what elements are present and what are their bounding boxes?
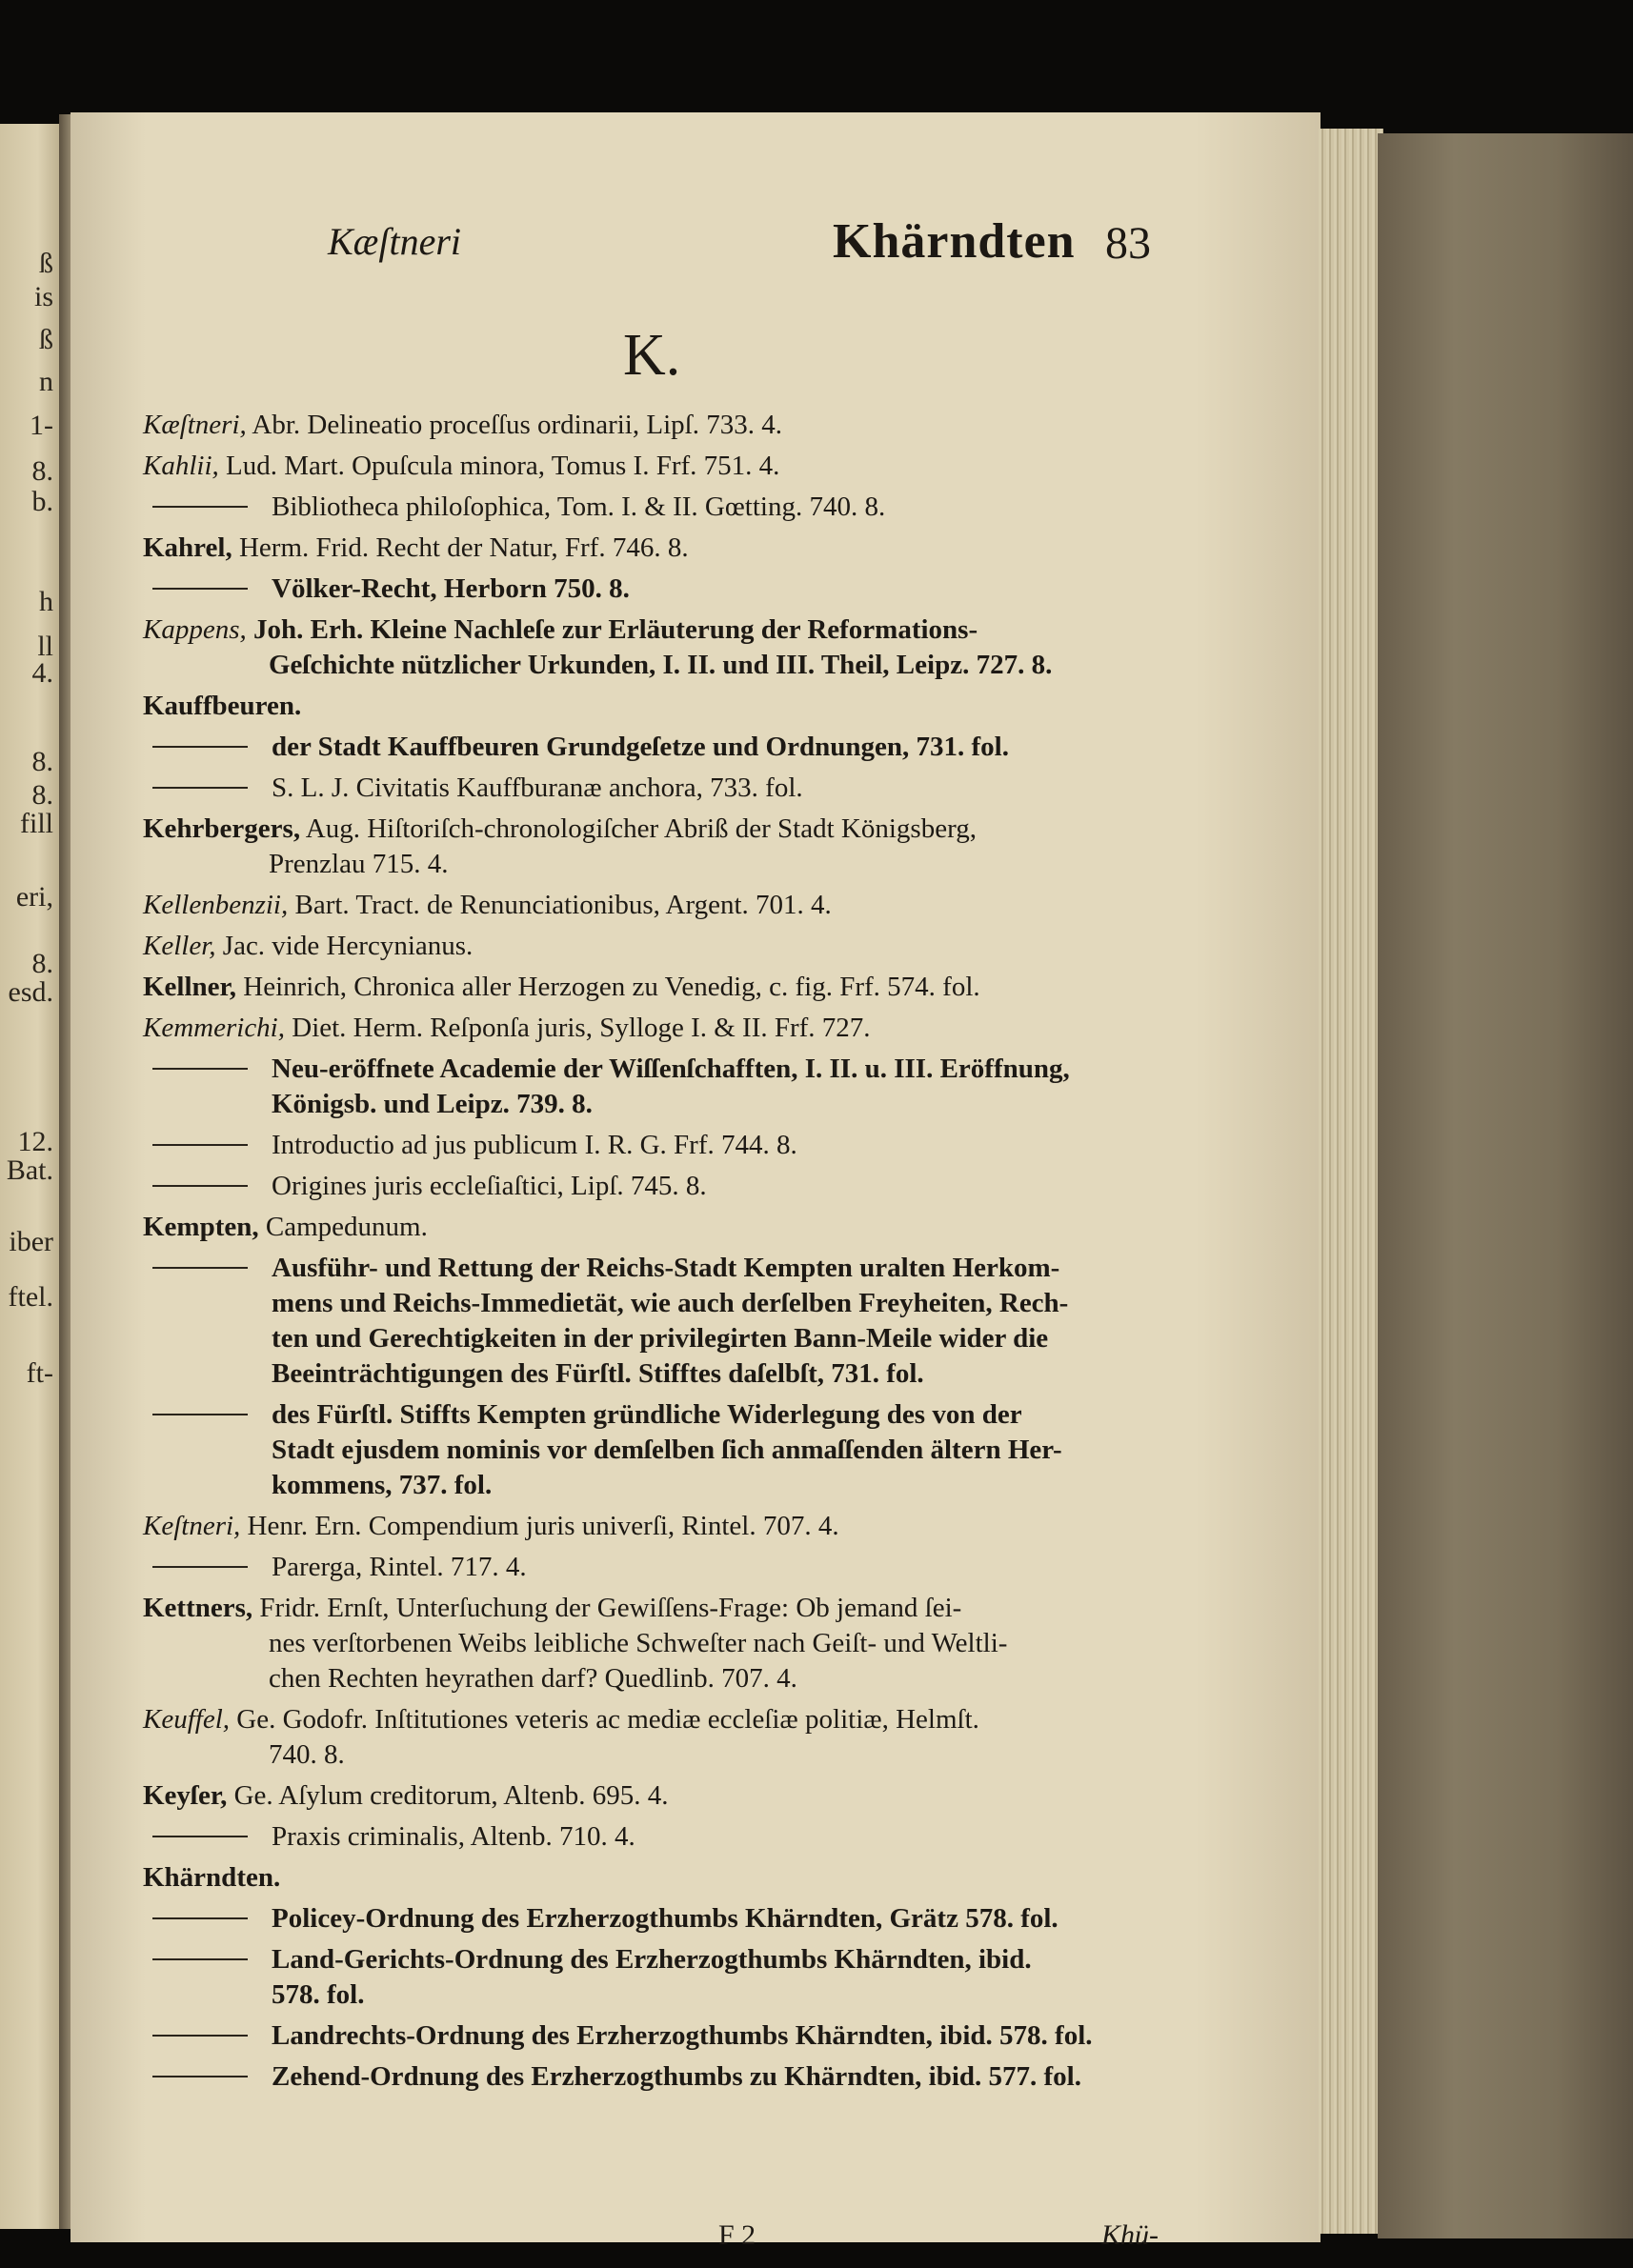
- entry-text: Parerga, Rintel. 717. 4.: [272, 1552, 527, 1582]
- entry-text: kommens, 737. fol.: [272, 1470, 493, 1500]
- entry-line: [272, 1397, 1191, 1433]
- entry-line: [272, 490, 1191, 525]
- facing-page-text-fragment: fill: [20, 808, 53, 839]
- sub-entry: [143, 1251, 1191, 1392]
- entry-line: [272, 2018, 1191, 2054]
- facing-page-text-fragment: 8.: [31, 948, 53, 979]
- ditto-dash: [152, 1144, 248, 1146]
- section-letter: K.: [623, 323, 681, 388]
- ditto-dash: [152, 2076, 248, 2077]
- entry-text: Origines juris eccleſiaſtici, Lipſ. 745. 8.: [272, 1171, 707, 1201]
- entry-line: [143, 1702, 1191, 1737]
- facing-page-text-fragment: n: [39, 366, 53, 397]
- entry-line: [143, 1011, 1191, 1046]
- entry-line: [143, 449, 1191, 484]
- entry-headword: Keuffel,: [143, 1704, 231, 1735]
- entry-text: Neu-eröffnete Academie der Wiſſenſchafften, I. II. u. III. Eröffnung,: [272, 1054, 1070, 1084]
- facing-page-text-fragment: h: [39, 586, 53, 617]
- entry-headword: Kappens,: [143, 614, 247, 645]
- sub-entry: [143, 490, 1191, 525]
- sub-entry: [143, 1052, 1191, 1122]
- entry-text: Joh. Erh. Kleine Nachleſe zur Erläuterung der Reformations-: [253, 614, 978, 645]
- catalog-entry: [143, 929, 1191, 964]
- entry-line: [143, 1509, 1191, 1544]
- entry-text: Policey-Ordnung des Erzherzogthumbs Khärndten, Grätz 578. fol.: [272, 1903, 1058, 1934]
- entry-line: [143, 648, 1191, 683]
- entry-text: Diet. Herm. Reſponſa juris, Sylloge I. & II. Frf. 727.: [292, 1013, 871, 1043]
- entry-text: nes verſtorbenen Weibs leibliche Schweſter nach Geiſt- und Weltli-: [269, 1628, 1008, 1658]
- ditto-dash: [152, 1414, 248, 1415]
- entry-text: Bibliotheca philoſophica, Tom. I. & II. Gœtting. 740. 8.: [272, 492, 886, 522]
- entry-text: Königsb. und Leipz. 739. 8.: [272, 1089, 593, 1119]
- entry-line: [143, 1661, 1191, 1696]
- entry-headword: Kempten,: [143, 1212, 259, 1242]
- catalog-entry: [143, 531, 1191, 566]
- bibliography-entries: [143, 408, 1191, 2100]
- entry-line: [272, 1286, 1191, 1321]
- entry-text: Stadt ejusdem nominis vor demſelben ſich anmaſſenden ältern Her-: [272, 1435, 1062, 1465]
- ditto-dash: [152, 1958, 248, 1960]
- entry-line: [272, 1550, 1191, 1585]
- catchword: Khü-: [1101, 2219, 1159, 2251]
- ditto-dash: [152, 588, 248, 590]
- facing-page-text-fragment: 8.: [31, 746, 53, 777]
- catalog-entry: [143, 812, 1191, 882]
- ditto-dash: [152, 1185, 248, 1187]
- entry-line: [272, 1901, 1191, 1937]
- entry-line: [143, 812, 1191, 847]
- catalog-entry: [143, 1210, 1191, 1245]
- entry-text: Ge. Aſylum creditorum, Altenb. 695. 4.: [233, 1780, 669, 1811]
- entry-text: Fridr. Ernſt, Unterſuchung der Gewiſſens-Frage: Ob jemand ſei-: [259, 1593, 962, 1623]
- facing-page-text-fragment: eri,: [15, 881, 53, 913]
- entry-text: Prenzlau 715. 4.: [269, 849, 449, 879]
- entry-line: [272, 1052, 1191, 1087]
- entry-headword: Kahrel,: [143, 532, 232, 563]
- printer-signature: F 2: [718, 2219, 756, 2251]
- facing-page-text-fragment: 8.: [31, 779, 53, 811]
- facing-page-text-fragment: ß: [39, 248, 53, 279]
- entry-text: Campedunum.: [265, 1212, 428, 1242]
- entry-text: Beeinträchtigungen des Fürſtl. Stifftes daſelbſt, 731. fol.: [272, 1358, 924, 1389]
- entry-text: chen Rechten heyrathen darf? Quedlinb. 707. 4.: [269, 1663, 797, 1694]
- facing-page-text-fragment: Bat.: [6, 1154, 53, 1186]
- catalog-entry: [143, 1011, 1191, 1046]
- entry-text: Jac. vide Hercynianus.: [222, 931, 474, 961]
- entry-line: [272, 1819, 1191, 1855]
- facing-page-text-fragment: ft-: [26, 1357, 53, 1389]
- sub-entry: [143, 730, 1191, 765]
- entry-text: Ausführ- und Rettung der Reichs-Stadt Kempten uralten Herkom-: [272, 1253, 1060, 1283]
- sub-entry: [143, 1169, 1191, 1204]
- entry-headword: Kellenbenzii,: [143, 890, 289, 920]
- ditto-dash: [152, 506, 248, 508]
- entry-line: [272, 730, 1191, 765]
- entry-line: [143, 612, 1191, 648]
- facing-page-text-fragment: iber: [9, 1226, 53, 1257]
- entry-headword: Kauffbeuren.: [143, 691, 302, 721]
- entry-line: [272, 2059, 1191, 2095]
- entry-headword: Kellner,: [143, 972, 237, 1002]
- facing-page-text-fragment: 8.: [31, 455, 53, 487]
- facing-page-text-fragment: is: [33, 281, 53, 312]
- entry-line: [272, 771, 1191, 806]
- ditto-dash: [152, 1566, 248, 1568]
- entry-line: [143, 689, 1191, 724]
- facing-page-edge: [0, 124, 63, 2229]
- entry-line: [272, 1321, 1191, 1356]
- entry-text: Henr. Ern. Compendium juris univerſi, Rintel. 707. 4.: [247, 1511, 839, 1541]
- entry-line: [143, 1626, 1191, 1661]
- entry-line: [143, 1591, 1191, 1626]
- sub-entry: [143, 1819, 1191, 1855]
- catalog-entry: [143, 1591, 1191, 1696]
- entry-line: [143, 1737, 1191, 1773]
- entry-text: Introductio ad jus publicum I. R. G. Frf. 744. 8.: [272, 1130, 797, 1160]
- entry-line: [143, 847, 1191, 882]
- entry-text: Praxis criminalis, Altenb. 710. 4.: [272, 1821, 635, 1852]
- facing-page-text-fragment: 12.: [17, 1126, 53, 1157]
- entry-text: S. L. J. Civitatis Kauffburanæ anchora, 733. fol.: [272, 773, 803, 803]
- facing-page-text-fragment: ß: [39, 324, 53, 355]
- catalog-entry: [143, 970, 1191, 1005]
- facing-page-text-fragment: 1-: [30, 410, 53, 441]
- catalog-entry: [143, 449, 1191, 484]
- catalog-entry: [143, 888, 1191, 923]
- facing-page-text-fragment: ftel.: [8, 1281, 53, 1313]
- entry-text: Ge. Godofr. Inſtitutiones veteris ac mediæ eccleſiæ politiæ, Helmſt.: [236, 1704, 979, 1735]
- ditto-dash: [152, 1917, 248, 1919]
- entry-line: [272, 1087, 1191, 1122]
- entry-line: [272, 1433, 1191, 1468]
- entry-headword: Kemmerichi,: [143, 1013, 285, 1043]
- sub-entry: [143, 1942, 1191, 2013]
- catalog-entry: [143, 1509, 1191, 1544]
- entry-line: [143, 1860, 1191, 1896]
- entry-text: Herm. Frid. Recht der Natur, Frf. 746. 8.: [238, 532, 689, 563]
- entry-line: [272, 1128, 1191, 1163]
- book-cover-board: [1378, 133, 1633, 2238]
- ditto-dash: [152, 746, 248, 748]
- entry-text: Heinrich, Chronica aller Herzogen zu Venedig, c. fig. Frf. 574. fol.: [243, 972, 980, 1002]
- ditto-dash: [152, 1267, 248, 1269]
- entry-text: Völker-Recht, Herborn 750. 8.: [272, 573, 630, 604]
- entry-headword: Kahlii,: [143, 451, 219, 481]
- entry-line: [272, 572, 1191, 607]
- facing-page-text-fragment: ll: [37, 631, 53, 662]
- ditto-dash: [152, 787, 248, 789]
- catalog-entry: [143, 1702, 1191, 1773]
- entry-line: [272, 1169, 1191, 1204]
- facing-page-text-fragment: b.: [31, 486, 53, 517]
- entry-line: [272, 1977, 1191, 2013]
- entry-text: Bart. Tract. de Renunciationibus, Argent. 701. 4.: [294, 890, 832, 920]
- entry-text: Landrechts-Ordnung des Erzherzogthumbs Khärndten, ibid. 578. fol.: [272, 2020, 1093, 2051]
- sub-entry: [143, 1550, 1191, 1585]
- entry-text: 578. fol.: [272, 1979, 365, 2010]
- entry-text: Zehend-Ordnung des Erzherzogthumbs zu Khärndten, ibid. 577. fol.: [272, 2061, 1081, 2092]
- entry-text: Abr. Delineatio proceſſus ordinarii, Lipſ. 733. 4.: [252, 410, 782, 440]
- entry-line: [272, 1251, 1191, 1286]
- sub-entry: [143, 2018, 1191, 2054]
- entry-headword: Kæſtneri,: [143, 410, 247, 440]
- catalog-entry: [143, 408, 1191, 443]
- catalog-entry: [143, 1860, 1191, 1896]
- entry-text: Geſchichte nützlicher Urkunden, I. II. und III. Theil, Leipz. 727. 8.: [269, 650, 1053, 680]
- entry-text: ten und Gerechtigkeiten in der privilegirten Bann-Meile wider die: [272, 1323, 1049, 1354]
- entry-headword: Keyſer,: [143, 1780, 228, 1811]
- ditto-dash: [152, 1068, 248, 1070]
- page-block-edges: [1319, 129, 1383, 2234]
- catalog-entry: [143, 612, 1191, 683]
- sub-entry: [143, 1397, 1191, 1503]
- entry-line: [143, 1778, 1191, 1814]
- entry-line: [143, 531, 1191, 566]
- entry-text: Land-Gerichts-Ordnung des Erzherzogthumbs Khärndten, ibid.: [272, 1944, 1032, 1975]
- page-header: [71, 214, 1321, 286]
- entry-line: [143, 408, 1191, 443]
- entry-text: 740. 8.: [269, 1739, 345, 1770]
- ditto-dash: [152, 2035, 248, 2037]
- entry-text: Aug. Hiſtoriſch-chronologiſcher Abriß der Stadt Königsberg,: [305, 813, 977, 844]
- entry-headword: Keller,: [143, 931, 216, 961]
- page-footer: [71, 2219, 1321, 2258]
- entry-text: der Stadt Kauffbeuren Grundgeſetze und Ordnungen, 731. fol.: [272, 732, 1009, 762]
- entry-text: Lud. Mart. Opuſcula minora, Tomus I. Frf. 751. 4.: [226, 451, 780, 481]
- page-number: 83: [1105, 218, 1151, 269]
- entry-headword: Khärndten.: [143, 1862, 281, 1893]
- sub-entry: [143, 1901, 1191, 1937]
- entry-line: [272, 1356, 1191, 1392]
- entry-line: [143, 888, 1191, 923]
- facing-page-text-fragment: esd.: [8, 976, 53, 1008]
- facing-page-text-fragment: 4.: [31, 657, 53, 689]
- running-head-title: Khärndten: [833, 214, 1076, 269]
- entry-headword: Kehrbergers,: [143, 813, 301, 844]
- entry-text: des Fürſtl. Stiffts Kempten gründliche Widerlegung des von der: [272, 1399, 1022, 1430]
- sub-entry: [143, 572, 1191, 607]
- entry-line: [272, 1468, 1191, 1503]
- entry-text: mens und Reichs-Immedietät, wie auch derſelben Freyheiten, Rech-: [272, 1288, 1069, 1318]
- running-head-left: Kæſtneri: [328, 220, 462, 263]
- entry-headword: Kettners,: [143, 1593, 253, 1623]
- catalog-entry: [143, 689, 1191, 724]
- sub-entry: [143, 2059, 1191, 2095]
- entry-line: [143, 970, 1191, 1005]
- catalog-entry: [143, 1778, 1191, 1814]
- entry-line: [143, 1210, 1191, 1245]
- sub-entry: [143, 1128, 1191, 1163]
- entry-headword: Keſtneri,: [143, 1511, 241, 1541]
- sub-entry: [143, 771, 1191, 806]
- entry-line: [272, 1942, 1191, 1977]
- ditto-dash: [152, 1836, 248, 1837]
- entry-line: [143, 929, 1191, 964]
